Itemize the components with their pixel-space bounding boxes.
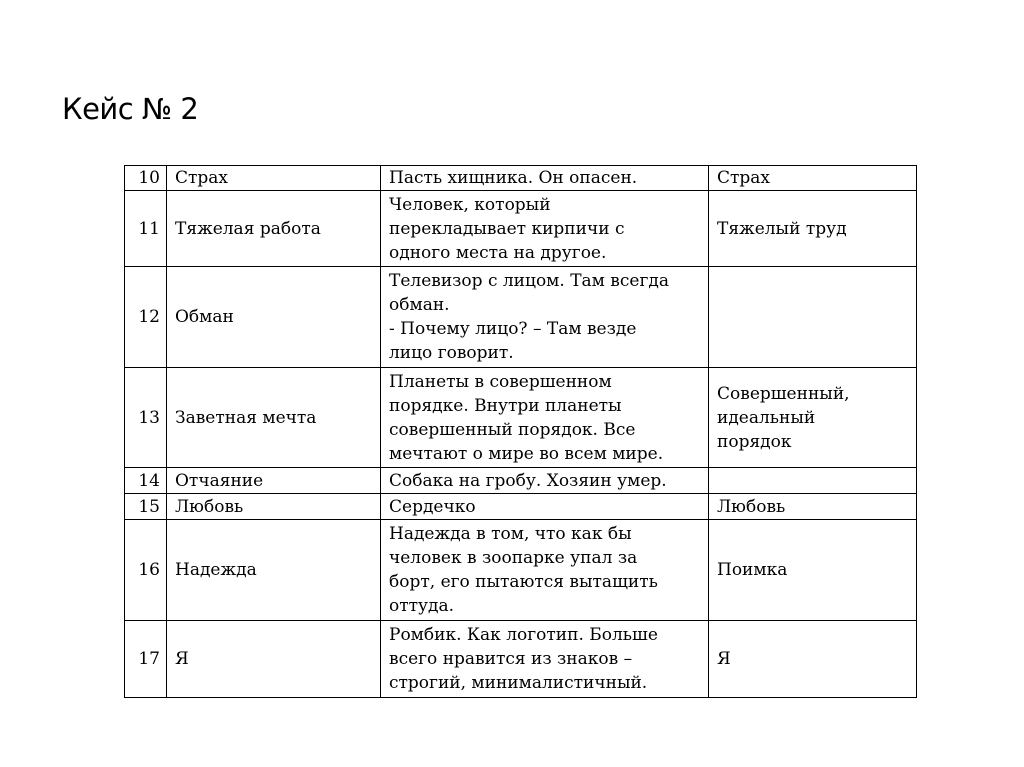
result-line: Любовь bbox=[717, 496, 786, 517]
description-line: оттуда. bbox=[389, 596, 455, 616]
description-line: - Почему лицо? – Там везде bbox=[389, 319, 637, 339]
row-number: 13 bbox=[125, 368, 167, 468]
result-cell bbox=[709, 621, 917, 698]
description-line: Человек, который bbox=[389, 194, 551, 215]
theme-cell: Отчаяние bbox=[167, 468, 381, 494]
row-number: 11 bbox=[125, 191, 167, 267]
description-line: одного места на другое. bbox=[389, 242, 607, 263]
row-number: 12 bbox=[125, 267, 167, 368]
description-line: мечтают о мире во всем мире. bbox=[389, 443, 664, 464]
description-cell bbox=[381, 621, 709, 698]
result-line: Страх bbox=[717, 168, 771, 188]
theme-cell: Любовь bbox=[167, 494, 381, 520]
row-number: 15 bbox=[125, 494, 167, 520]
result-line: порядок bbox=[717, 431, 792, 452]
row-number: 10 bbox=[125, 166, 167, 191]
row-number: 16 bbox=[125, 520, 167, 621]
description-cell bbox=[381, 494, 709, 520]
theme-cell: Тяжелая работа bbox=[167, 191, 381, 267]
result-cell bbox=[709, 191, 917, 267]
description-line: Ромбик. Как логотип. Больше bbox=[389, 625, 658, 645]
description-cell bbox=[381, 267, 709, 368]
theme-cell: Надежда bbox=[167, 520, 381, 621]
description-line: Планеты в совершенном bbox=[389, 371, 612, 392]
result-line: Я bbox=[717, 649, 731, 669]
theme-cell: Я bbox=[167, 621, 381, 698]
description-cell bbox=[381, 368, 709, 468]
result-line: Совершенный, bbox=[717, 383, 850, 404]
result-cell bbox=[709, 520, 917, 621]
description-line: всего нравится из знаков – bbox=[389, 649, 633, 669]
description-line: Пасть хищника. Он опасен. bbox=[389, 168, 638, 188]
result-line: Тяжелый труд bbox=[717, 218, 847, 239]
description-line: Надежда в том, что как бы bbox=[389, 524, 632, 544]
description-line: совершенный порядок. Все bbox=[389, 419, 636, 440]
slide-title: Кейс № 2 bbox=[62, 92, 199, 126]
row-number: 14 bbox=[125, 468, 167, 494]
table-row bbox=[125, 468, 917, 494]
description-line: Собака на гробу. Хозяин умер. bbox=[389, 470, 667, 491]
description-line: Сердечко bbox=[389, 496, 476, 517]
description-line: порядке. Внутри планеты bbox=[389, 395, 622, 416]
theme-cell: Обман bbox=[167, 267, 381, 368]
description-cell bbox=[381, 520, 709, 621]
description-line: Телевизор с лицом. Там всегда bbox=[389, 271, 669, 291]
table-row bbox=[125, 166, 917, 191]
table-row bbox=[125, 191, 917, 267]
description-line: борт, его пытаются вытащить bbox=[389, 572, 658, 592]
description-cell bbox=[381, 191, 709, 267]
description-cell bbox=[381, 468, 709, 494]
description-line: человек в зоопарке упал за bbox=[389, 548, 638, 568]
result-cell bbox=[709, 166, 917, 191]
table-row bbox=[125, 621, 917, 698]
table-row bbox=[125, 368, 917, 468]
table-row bbox=[125, 267, 917, 368]
result-cell bbox=[709, 267, 917, 368]
result-cell bbox=[709, 468, 917, 494]
result-line: Поимка bbox=[717, 560, 788, 580]
description-line: перекладывает кирпичи с bbox=[389, 218, 625, 239]
result-cell bbox=[709, 368, 917, 468]
result-line: идеальный bbox=[717, 407, 816, 428]
table-row bbox=[125, 520, 917, 621]
description-line: строгий, минималистичный. bbox=[389, 673, 648, 693]
description-line: лицо говорит. bbox=[389, 343, 514, 363]
theme-cell: Заветная мечта bbox=[167, 368, 381, 468]
table-row bbox=[125, 494, 917, 520]
description-cell bbox=[381, 166, 709, 191]
row-number: 17 bbox=[125, 621, 167, 698]
result-cell bbox=[709, 494, 917, 520]
case-table bbox=[124, 165, 917, 698]
description-line: обман. bbox=[389, 295, 450, 315]
theme-cell: Страх bbox=[167, 166, 381, 191]
